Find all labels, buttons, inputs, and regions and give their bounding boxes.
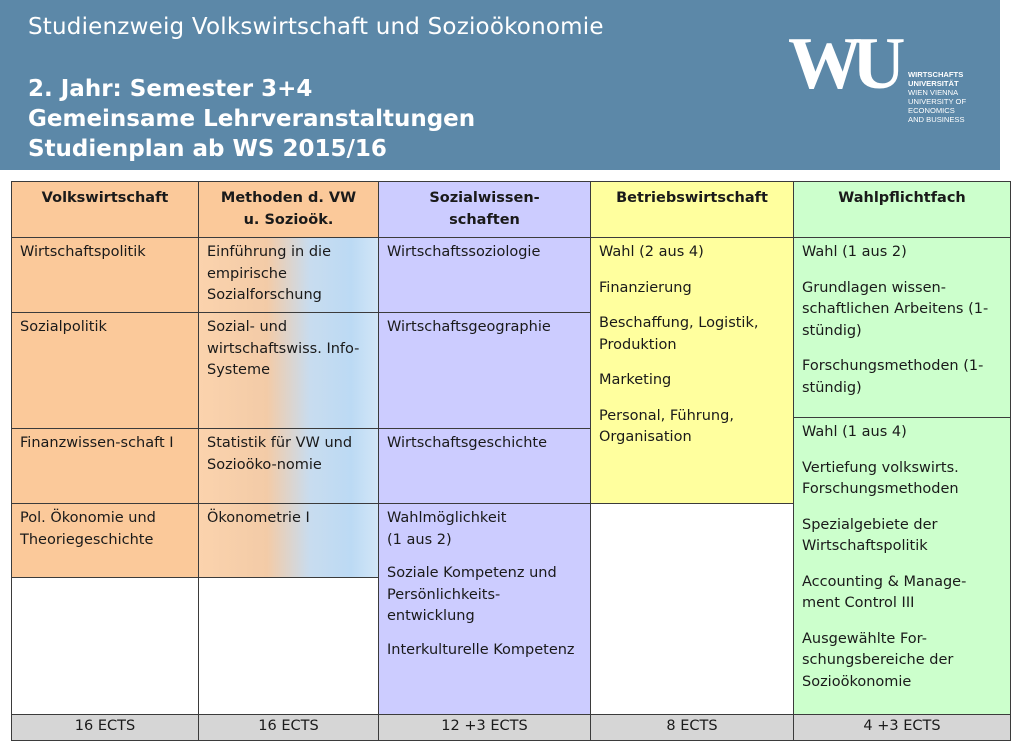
option-beschaffung: Beschaffung, Logistik, Produktion	[599, 315, 759, 353]
header-betriebswirtschaft: Betriebswirtschaft	[590, 181, 794, 238]
option-interkulturelle-kompetenz: Interkulturelle Kompetenz	[387, 641, 575, 658]
ects-volkswirtschaft: 16 ECTS	[11, 714, 199, 741]
empty-cell	[590, 503, 794, 715]
curriculum-title: Studienplan ab WS 2015/16	[28, 136, 387, 162]
program-subtitle: Studienzweig Volkswirtschaft und Sozioökonomie	[28, 14, 604, 40]
wu-logo	[788, 30, 978, 130]
header-methoden: Methoden d. VW u. Sozioök.	[198, 181, 379, 238]
empty-cell	[198, 577, 379, 715]
course-wirtschaftsgeographie: Wirtschaftsgeographie	[378, 312, 591, 429]
curriculum-table	[11, 181, 1011, 741]
wu-logo-mark-icon	[788, 30, 908, 100]
header-wahlpflichtfach: Wahlpflichtfach	[793, 181, 1011, 238]
course-finanzwissenschaft: Finanzwissen-schaft I	[11, 428, 199, 504]
header-volkswirtschaft: Volkswirtschaft	[11, 181, 199, 238]
wahl-count: Wahl (1 aus 4)	[802, 424, 907, 440]
elective-wpf-block-2	[793, 417, 1011, 715]
option-vertiefung: Vertiefung volkswirts. Forschungsmethoden	[802, 459, 959, 497]
wu-logo-text: WIRTSCHAFTS UNIVERSITÄT WIEN VIENNA UNIVERSITY OF ECONOMICS AND BUSINESS	[908, 70, 967, 124]
option-personal: Personal, Führung, Organisation	[599, 407, 734, 445]
option-accounting: Accounting & Manage-ment Control III	[802, 573, 967, 611]
ects-betriebswirtschaft: 8 ECTS	[590, 714, 794, 741]
elective-wahlmoeglichkeit	[378, 503, 591, 715]
option-finanzierung: Finanzierung	[599, 279, 692, 296]
course-sozialpolitik: Sozialpolitik	[11, 312, 199, 429]
option-soziale-kompetenz: Soziale Kompetenz und Persönlichkeits-entwicklung	[387, 565, 557, 624]
header-sozialwissenschaften: Sozialwissen- schaften	[378, 181, 591, 238]
courses-title: Gemeinsame Lehrveranstaltungen	[28, 106, 476, 132]
empty-cell	[11, 577, 199, 715]
header-banner	[0, 0, 1000, 170]
course-oekonometrie: Ökonometrie I	[198, 503, 379, 578]
course-wirtschaftssoziologie: Wirtschaftssoziologie	[378, 237, 591, 313]
course-wirtschaftspolitik: Wirtschaftspolitik	[11, 237, 199, 313]
option-forschungsmethoden: Forschungsmethoden (1-stündig)	[802, 358, 984, 396]
wahl-title: Wahlmöglichkeit	[387, 510, 507, 526]
year-title: 2. Jahr: Semester 3+4	[28, 76, 313, 102]
elective-wpf-block-1	[793, 237, 1011, 418]
option-marketing: Marketing	[599, 372, 672, 388]
wahl-count: Wahl (1 aus 2)	[802, 244, 907, 260]
option-forschungsbereiche: Ausgewählte For-schungsbereiche der Sozioökonomie	[802, 630, 954, 690]
wahl-count: Wahl (2 aus 4)	[599, 244, 704, 260]
course-statistik: Statistik für VW und Sozioöko-nomie	[198, 428, 379, 504]
elective-betriebswirtschaft	[590, 237, 794, 504]
course-wirtschaftsgeschichte: Wirtschaftsgeschichte	[378, 428, 591, 504]
option-spezialgebiete: Spezialgebiete der Wirtschaftspolitik	[802, 516, 938, 554]
svg-text:WU: WU	[788, 30, 896, 100]
course-info-systeme: Sozial- und wirtschaftswiss. Info-Systeme	[198, 312, 379, 429]
option-grundlagen: Grundlagen wissen-schaftlichen Arbeitens (1-stündig)	[802, 279, 989, 339]
ects-sozialwissenschaften: 12 +3 ECTS	[378, 714, 591, 741]
wahl-count: (1 aus 2)	[387, 531, 452, 548]
ects-wahlpflichtfach: 4 +3 ECTS	[793, 714, 1011, 741]
course-empirische-sozialforschung: Einführung in die empirische Sozialforschung	[198, 237, 379, 313]
course-pol-oekonomie: Pol. Ökonomie und Theoriegeschichte	[11, 503, 199, 578]
ects-methoden: 16 ECTS	[198, 714, 379, 741]
